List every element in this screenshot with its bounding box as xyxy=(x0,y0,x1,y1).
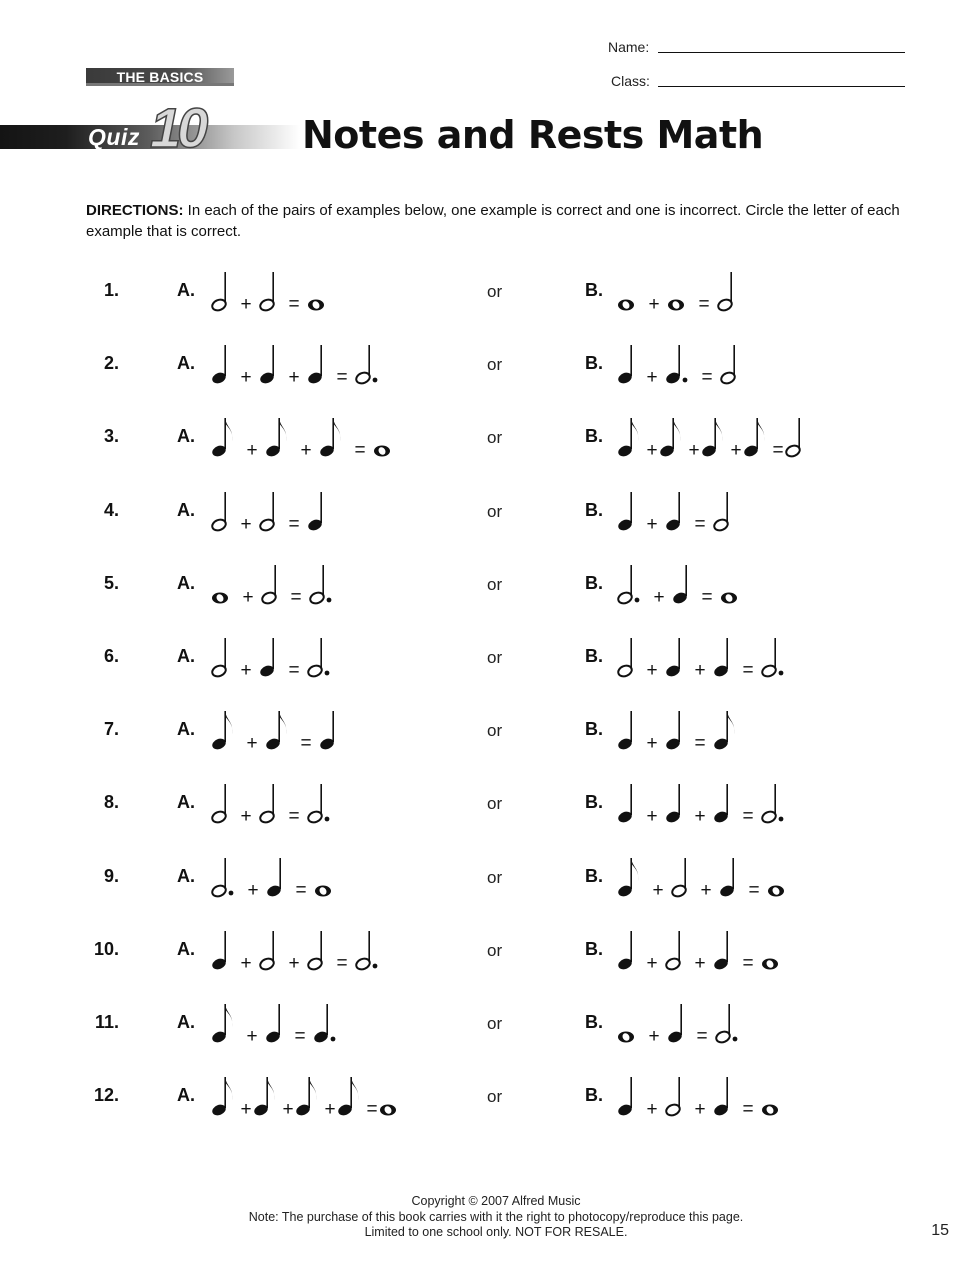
choice-b-expression xyxy=(618,848,918,908)
half-note-icon xyxy=(671,858,688,898)
choice-a-letter[interactable]: A. xyxy=(177,280,195,300)
plus-sign: + xyxy=(240,660,252,681)
equals-sign: = xyxy=(336,367,348,389)
plus-sign: + xyxy=(694,806,706,828)
choice-b-expression xyxy=(618,1067,918,1127)
half-note-icon xyxy=(717,272,734,312)
eighth-note-icon xyxy=(713,711,735,751)
half-note-icon xyxy=(211,784,228,824)
eighth-note-icon xyxy=(319,418,341,458)
plus-sign: + xyxy=(242,586,254,608)
eighth-note-icon xyxy=(211,1004,233,1044)
whole-note-icon xyxy=(374,446,390,457)
or-separator: or xyxy=(487,501,503,521)
problem-number: 9. xyxy=(103,865,119,886)
problem-row xyxy=(0,921,979,981)
problem-number: 3. xyxy=(103,426,119,447)
choice-a-expression xyxy=(212,701,472,761)
problem-number: 12. xyxy=(93,1085,119,1106)
half-note-icon xyxy=(211,492,228,532)
equals-sign: = xyxy=(694,513,706,535)
plus-sign: + xyxy=(240,367,252,389)
quarter-note-icon xyxy=(667,1004,684,1044)
page-number: 15 xyxy=(931,1222,949,1239)
choice-a-letter[interactable]: A. xyxy=(177,499,195,520)
choice-b-letter[interactable]: B. xyxy=(585,719,603,740)
whole-note-icon xyxy=(668,300,684,311)
dotted-quarter-note-icon xyxy=(313,1004,336,1044)
choice-a-expression xyxy=(212,555,472,615)
plus-sign: + xyxy=(240,513,252,535)
equals-sign: = xyxy=(694,733,706,755)
half-note-icon xyxy=(259,931,276,971)
plus-sign: + xyxy=(646,440,658,462)
dotted-half-note-icon xyxy=(355,931,378,971)
dotted-half-note-icon xyxy=(309,565,332,605)
choice-b-expression xyxy=(618,774,918,834)
or-separator: or xyxy=(487,355,503,375)
plus-sign: + xyxy=(648,1026,660,1047)
plus-sign: + xyxy=(653,586,665,608)
copyright-footer xyxy=(190,1194,802,1241)
eighth-note-icon xyxy=(617,418,639,458)
equals-sign: = xyxy=(742,660,754,681)
plus-sign: + xyxy=(700,879,712,901)
equals-sign: = xyxy=(748,879,760,901)
equals-sign: = xyxy=(295,879,307,901)
eighth-note-icon xyxy=(617,858,639,898)
choice-b-expression xyxy=(618,921,918,981)
quarter-note-icon xyxy=(211,931,228,971)
equals-sign: = xyxy=(288,294,300,315)
plus-sign: + xyxy=(688,440,700,462)
problem-number: 2. xyxy=(103,353,119,374)
whole-note-icon xyxy=(212,592,228,603)
plus-sign: + xyxy=(288,367,300,389)
whole-note-icon xyxy=(315,885,331,896)
plus-sign: + xyxy=(646,952,658,974)
equals-sign: = xyxy=(701,367,713,389)
problem-number: 6. xyxy=(103,646,119,666)
plus-sign: + xyxy=(288,952,300,974)
dotted-half-note-icon xyxy=(761,784,784,824)
quarter-note-icon xyxy=(617,492,634,532)
quiz-label: Quiz xyxy=(88,124,140,150)
half-note-icon xyxy=(617,638,634,678)
license-note: Note: The purchase of this book carries with it the right to photocopy/reproduce this page. xyxy=(248,1209,744,1224)
directions-lead: DIRECTIONS: xyxy=(86,202,184,219)
plus-sign: + xyxy=(246,1026,258,1047)
quarter-note-icon xyxy=(266,858,283,898)
eighth-note-icon xyxy=(659,418,681,458)
whole-note-icon xyxy=(721,592,737,603)
whole-note-icon xyxy=(618,1032,634,1043)
eighth-note-icon xyxy=(265,418,287,458)
half-note-icon xyxy=(785,418,802,458)
half-note-icon xyxy=(720,345,737,385)
plus-sign: + xyxy=(646,660,658,681)
or-separator: or xyxy=(487,721,503,741)
choice-a-expression xyxy=(212,774,472,834)
choice-b-expression xyxy=(618,482,918,542)
choice-a-letter[interactable]: A. xyxy=(177,938,195,959)
plus-sign: + xyxy=(246,440,258,462)
dotted-half-note-icon xyxy=(307,784,330,824)
whole-note-icon xyxy=(762,958,778,969)
class-field[interactable] xyxy=(658,86,905,87)
plus-sign: + xyxy=(300,440,312,462)
choice-a-expression xyxy=(212,921,472,981)
dotted-quarter-note-icon xyxy=(665,345,688,385)
quarter-note-icon xyxy=(617,711,634,751)
equals-sign: = xyxy=(696,1026,708,1047)
equals-sign: = xyxy=(336,952,348,974)
choice-a-expression xyxy=(212,482,472,542)
problem-row xyxy=(0,848,979,908)
choice-b-letter[interactable]: B. xyxy=(585,572,603,593)
choice-a-expression xyxy=(212,628,472,688)
choice-a-expression xyxy=(212,335,472,395)
equals-sign: = xyxy=(288,806,300,828)
equals-sign: = xyxy=(742,952,754,974)
whole-note-icon xyxy=(762,1105,778,1116)
equals-sign: = xyxy=(288,513,300,535)
choice-b-letter[interactable]: B. xyxy=(585,499,603,520)
quarter-note-icon xyxy=(211,345,228,385)
choice-b-letter[interactable]: B. xyxy=(585,426,603,447)
eighth-note-icon xyxy=(743,418,765,458)
equals-sign: = xyxy=(300,733,312,755)
plus-sign: + xyxy=(240,806,252,828)
choice-b-letter[interactable]: B. xyxy=(585,865,603,886)
quarter-note-icon xyxy=(259,638,276,678)
eighth-note-icon xyxy=(701,418,723,458)
choice-b-letter[interactable]: B. xyxy=(585,1012,603,1032)
plus-sign: + xyxy=(240,1099,252,1121)
half-note-icon xyxy=(713,492,730,532)
plus-sign: + xyxy=(694,1099,706,1121)
problem-number: 11. xyxy=(94,1012,119,1032)
quarter-note-icon xyxy=(617,784,634,824)
whole-note-icon xyxy=(768,885,784,896)
choice-a-expression xyxy=(212,1067,472,1127)
copyright-line: Copyright © 2007 Alfred Music xyxy=(411,1194,581,1208)
problem-row xyxy=(0,774,979,834)
dotted-half-note-icon xyxy=(761,638,784,678)
quarter-note-icon xyxy=(665,784,682,824)
plus-sign: + xyxy=(646,806,658,828)
problem-row xyxy=(0,994,979,1054)
problem-row xyxy=(0,1067,979,1127)
whole-note-icon xyxy=(380,1105,396,1116)
dotted-half-note-icon xyxy=(307,638,330,678)
equals-sign: = xyxy=(366,1099,378,1121)
choice-b-letter[interactable]: B. xyxy=(585,792,603,813)
choice-b-letter[interactable]: B. xyxy=(585,1085,603,1106)
quarter-note-icon xyxy=(713,931,730,971)
problem-number: 8. xyxy=(103,792,119,813)
plus-sign: + xyxy=(646,513,658,535)
choice-a-letter[interactable]: A. xyxy=(177,1012,195,1032)
choice-b-letter[interactable]: B. xyxy=(585,280,603,300)
choice-b-expression xyxy=(618,628,918,688)
equals-sign: = xyxy=(742,1099,754,1121)
plus-sign: + xyxy=(648,294,660,315)
problem-number: 7. xyxy=(103,719,119,740)
name-label: Name: xyxy=(608,39,650,55)
directions-text: In each of the pairs of examples below, one example is correct and one is incorrect. Circle the letter of each example that is correct. xyxy=(86,202,900,240)
directions xyxy=(86,200,916,242)
half-note-icon xyxy=(665,931,682,971)
eighth-note-icon xyxy=(265,711,287,751)
whole-note-icon xyxy=(618,300,634,311)
plus-sign: + xyxy=(246,733,258,755)
choice-a-letter[interactable]: A. xyxy=(177,792,195,813)
plus-sign: + xyxy=(240,952,252,974)
or-separator: or xyxy=(487,428,503,448)
problem-number: 4. xyxy=(103,499,119,520)
quarter-note-icon xyxy=(319,711,336,751)
or-separator: or xyxy=(487,1087,503,1107)
problem-number: 10. xyxy=(93,938,119,959)
quarter-note-icon xyxy=(617,931,634,971)
eighth-note-icon xyxy=(211,1077,233,1117)
eighth-note-icon xyxy=(211,418,233,458)
plus-sign: + xyxy=(646,367,658,389)
equals-sign: = xyxy=(290,586,302,608)
half-note-icon xyxy=(211,272,228,312)
dotted-half-note-icon xyxy=(617,565,640,605)
choice-b-expression xyxy=(618,994,918,1054)
choice-a-letter[interactable]: A. xyxy=(177,865,195,886)
choice-b-expression xyxy=(618,408,918,468)
half-note-icon xyxy=(259,272,276,312)
dotted-half-note-icon xyxy=(211,858,234,898)
problem-row xyxy=(0,701,979,761)
section-tag: THE BASICS xyxy=(86,68,234,86)
quarter-note-icon xyxy=(665,638,682,678)
or-separator: or xyxy=(487,282,503,301)
equals-sign: = xyxy=(354,440,366,462)
or-separator: or xyxy=(487,574,503,594)
quarter-note-icon xyxy=(617,345,634,385)
half-note-icon xyxy=(259,784,276,824)
or-separator: or xyxy=(487,1014,503,1033)
half-note-icon xyxy=(259,492,276,532)
choice-a-expression xyxy=(212,848,472,908)
quarter-note-icon xyxy=(719,858,736,898)
equals-sign: = xyxy=(698,294,710,315)
choice-a-expression xyxy=(212,262,472,322)
eighth-note-icon xyxy=(253,1077,275,1117)
problem-row xyxy=(0,262,979,322)
problem-row xyxy=(0,628,979,688)
or-separator: or xyxy=(487,940,503,960)
half-note-icon xyxy=(211,638,228,678)
quarter-note-icon xyxy=(265,1004,282,1044)
problem-row xyxy=(0,408,979,468)
plus-sign: + xyxy=(694,952,706,974)
quarter-note-icon xyxy=(307,492,324,532)
choice-a-letter[interactable]: A. xyxy=(177,719,195,740)
plus-sign: + xyxy=(282,1099,294,1121)
choice-a-letter[interactable]: A. xyxy=(177,353,195,374)
choice-a-letter[interactable]: A. xyxy=(177,646,195,666)
equals-sign: = xyxy=(294,1026,306,1047)
choice-b-expression xyxy=(618,335,918,395)
eighth-note-icon xyxy=(295,1077,317,1117)
plus-sign: + xyxy=(324,1099,336,1121)
eighth-note-icon xyxy=(211,711,233,751)
problem-row xyxy=(0,555,979,615)
choice-a-expression xyxy=(212,994,472,1054)
eighth-note-icon xyxy=(337,1077,359,1117)
quarter-note-icon xyxy=(259,345,276,385)
quarter-note-icon xyxy=(713,638,730,678)
equals-sign: = xyxy=(288,660,300,681)
or-separator: or xyxy=(487,867,503,887)
half-note-icon xyxy=(261,565,278,605)
choice-b-expression xyxy=(618,701,918,761)
choice-b-expression xyxy=(618,262,918,322)
problem-number: 5. xyxy=(103,572,119,593)
choice-b-expression xyxy=(618,555,918,615)
choice-b-letter[interactable]: B. xyxy=(585,646,603,666)
half-note-icon xyxy=(307,931,324,971)
plus-sign: + xyxy=(646,1099,658,1121)
name-field[interactable] xyxy=(658,52,905,53)
or-separator: or xyxy=(487,648,503,667)
quarter-note-icon xyxy=(713,784,730,824)
plus-sign: + xyxy=(646,733,658,755)
resale-note: Limited to one school only. NOT FOR RESALE. xyxy=(364,1225,628,1239)
problem-row xyxy=(0,482,979,542)
choice-b-letter[interactable]: B. xyxy=(585,938,603,959)
plus-sign: + xyxy=(240,294,252,315)
whole-note-icon xyxy=(308,300,324,311)
quarter-note-icon xyxy=(307,345,324,385)
equals-sign: = xyxy=(772,440,784,462)
choice-a-expression xyxy=(212,408,472,468)
equals-sign: = xyxy=(701,586,713,608)
plus-sign: + xyxy=(694,660,706,681)
quarter-note-icon xyxy=(665,711,682,751)
quarter-note-icon xyxy=(713,1077,730,1117)
problem-number: 1. xyxy=(103,280,119,300)
equals-sign: = xyxy=(742,806,754,828)
problem-row xyxy=(0,335,979,395)
dotted-half-note-icon xyxy=(355,345,378,385)
plus-sign: + xyxy=(652,879,664,901)
quiz-number: 10 xyxy=(150,96,205,159)
dotted-half-note-icon xyxy=(715,1004,738,1044)
plus-sign: + xyxy=(730,440,742,462)
choice-b-letter[interactable]: B. xyxy=(585,353,603,374)
plus-sign: + xyxy=(247,879,259,901)
choice-a-letter[interactable]: A. xyxy=(177,426,195,447)
page-title: Notes and Rests Math xyxy=(302,113,764,157)
quarter-note-icon xyxy=(665,492,682,532)
quarter-note-icon xyxy=(617,1077,634,1117)
or-separator: or xyxy=(487,794,503,814)
class-label: Class: xyxy=(611,73,650,89)
choice-a-letter[interactable]: A. xyxy=(177,572,195,593)
half-note-icon xyxy=(665,1077,682,1117)
quarter-note-icon xyxy=(672,565,689,605)
choice-a-letter[interactable]: A. xyxy=(177,1085,195,1106)
